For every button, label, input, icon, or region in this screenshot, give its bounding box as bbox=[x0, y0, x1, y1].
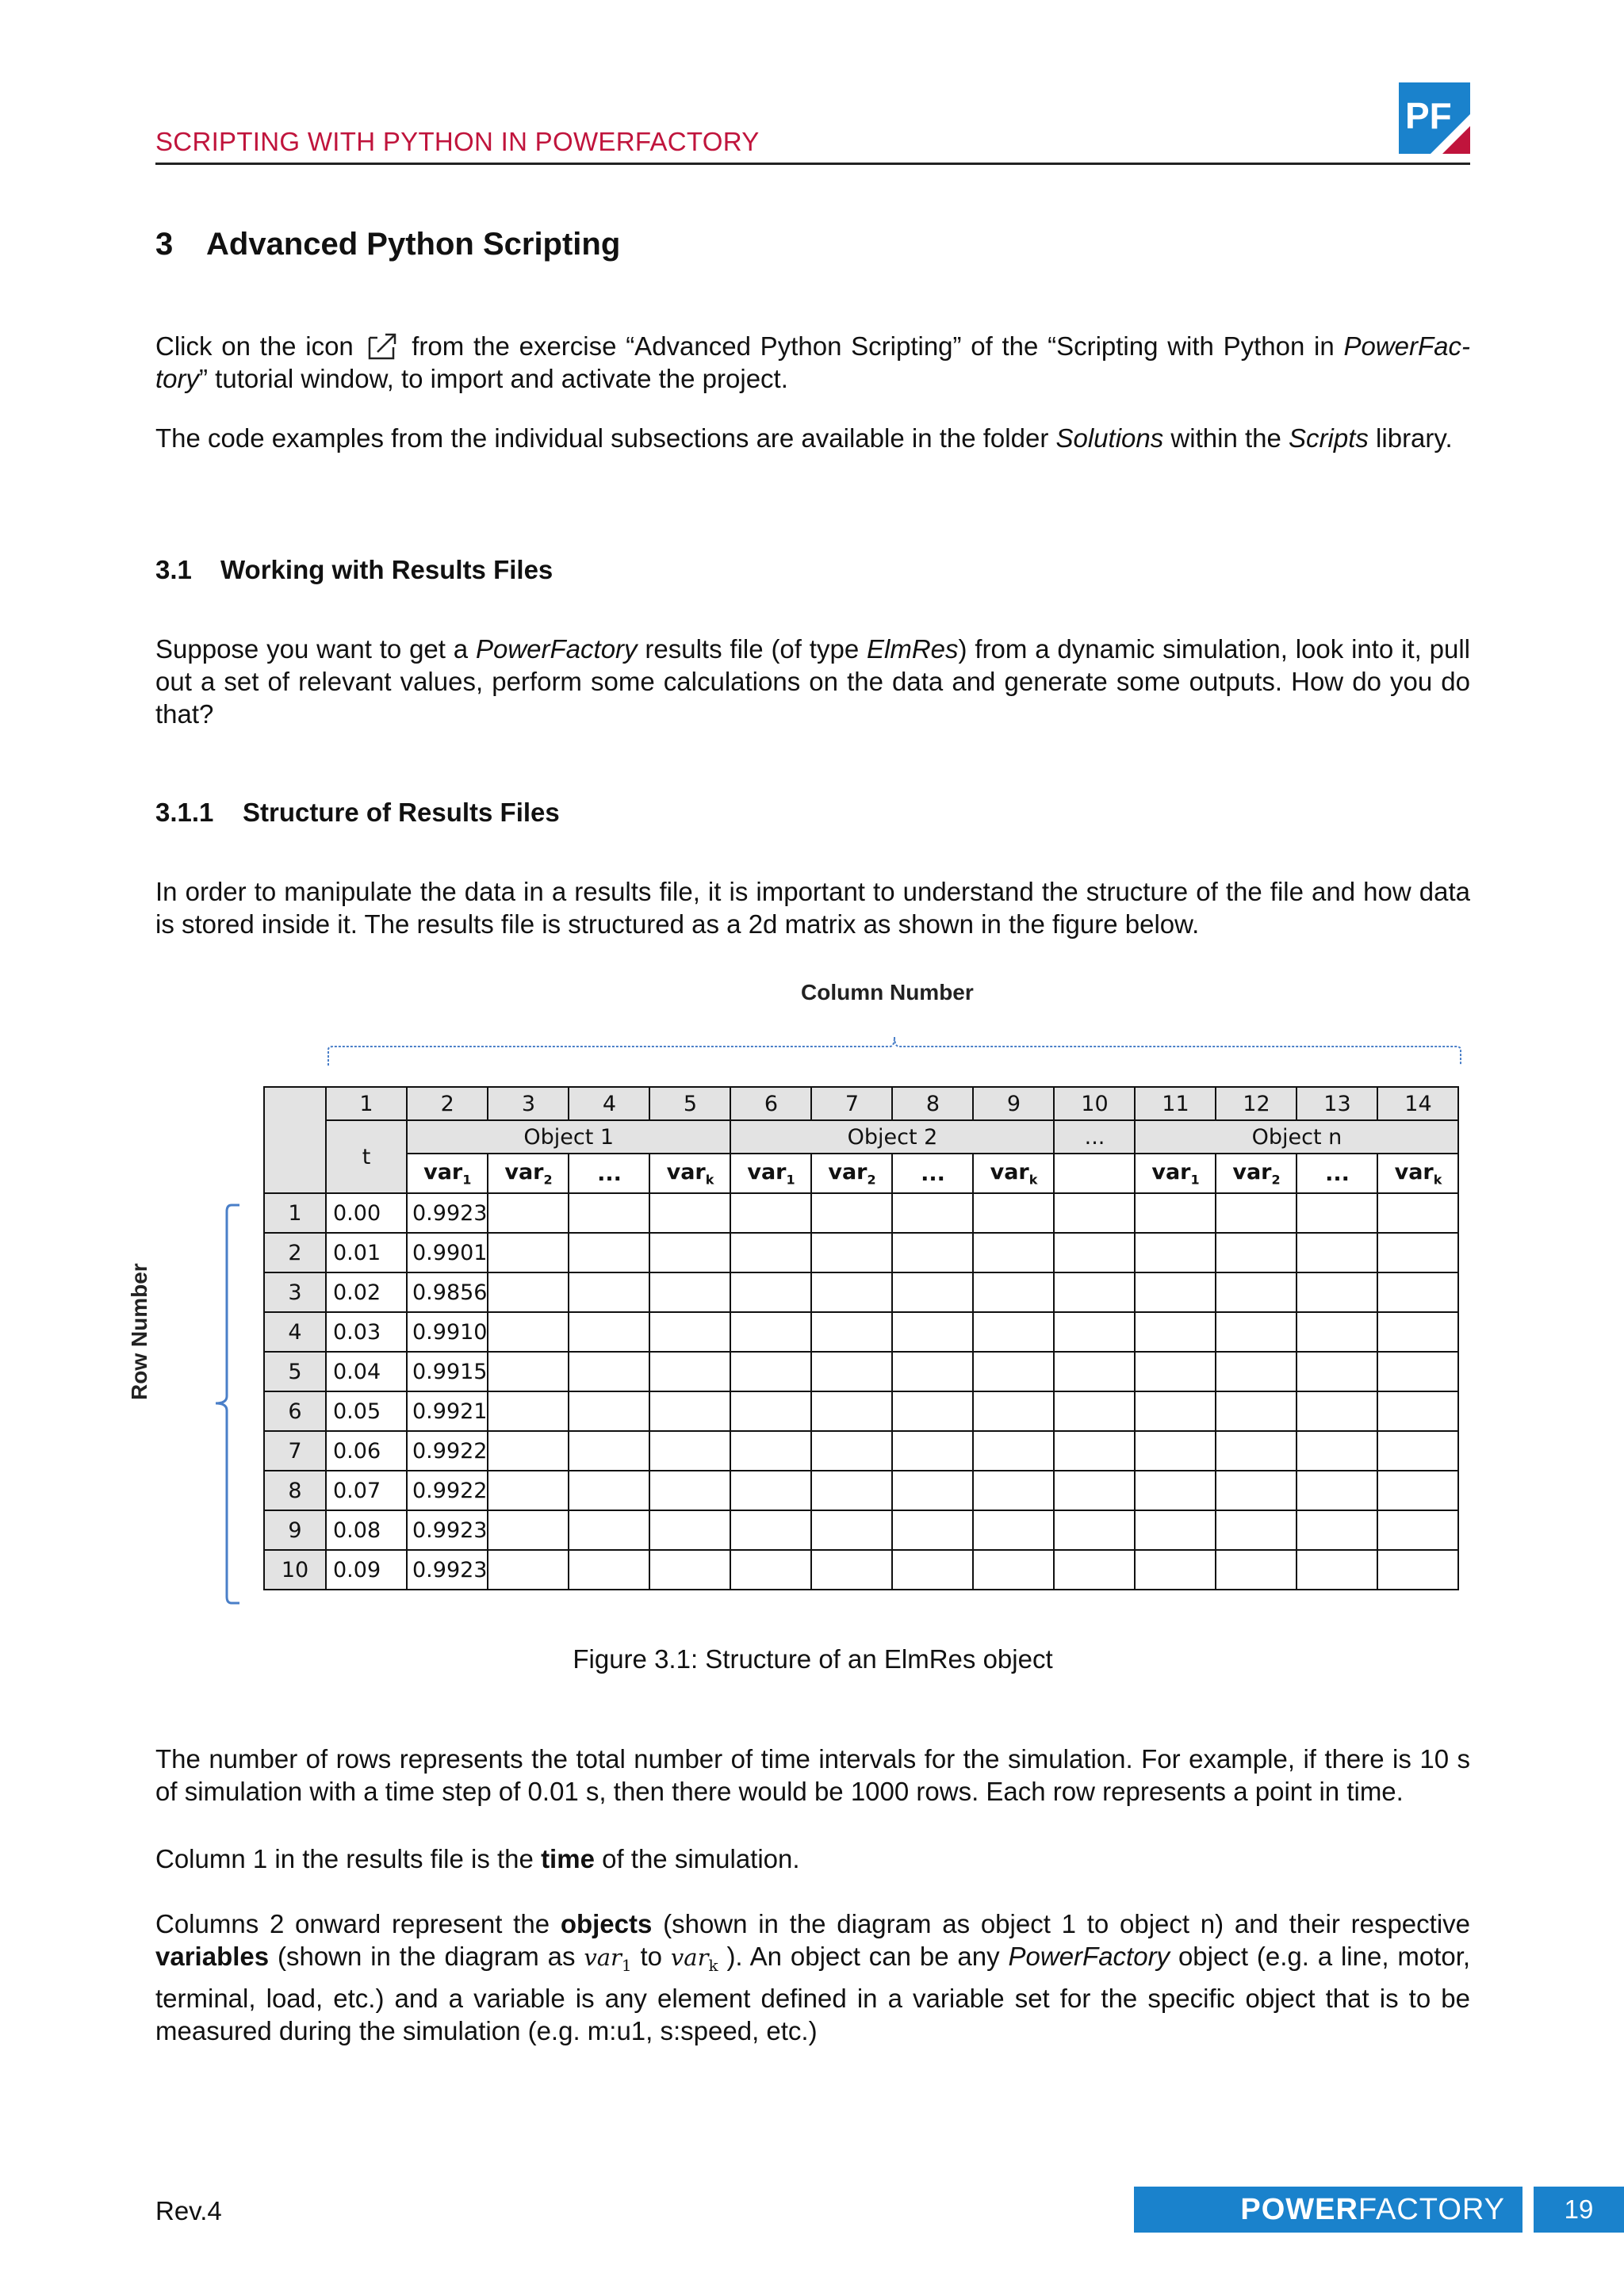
variable-header-row bbox=[264, 1154, 1458, 1193]
time-value-cell: 0.07 bbox=[326, 1471, 407, 1510]
table-row bbox=[264, 1352, 1458, 1391]
variable-header-cell: var$_1$ bbox=[407, 1154, 488, 1193]
empty-cell bbox=[1135, 1391, 1216, 1431]
row-number-cell: 2 bbox=[264, 1233, 326, 1272]
empty-cell bbox=[1135, 1550, 1216, 1590]
column-number-cell: 2 bbox=[407, 1087, 488, 1120]
empty-cell bbox=[649, 1233, 730, 1272]
text-run: results file (of type bbox=[645, 634, 860, 664]
time-value-cell: 0.03 bbox=[326, 1312, 407, 1352]
empty-cell bbox=[1054, 1233, 1135, 1272]
empty-cell bbox=[569, 1510, 649, 1550]
object-header-row bbox=[264, 1120, 1458, 1154]
table-row bbox=[264, 1272, 1458, 1312]
variable-header-cell: var$_k$ bbox=[649, 1154, 730, 1193]
empty-cell bbox=[730, 1233, 811, 1272]
empty-cell bbox=[892, 1391, 973, 1431]
empty-cell bbox=[569, 1431, 649, 1471]
section-number: 3 bbox=[155, 227, 174, 262]
empty-cell bbox=[892, 1471, 973, 1510]
variable-header-cell: var$_2$ bbox=[488, 1154, 569, 1193]
import-project-icon[interactable] bbox=[366, 331, 398, 360]
column-number-cell: 3 bbox=[488, 1087, 569, 1120]
empty-cell bbox=[569, 1471, 649, 1510]
subsubsection-number: 3.1.1 bbox=[155, 798, 214, 827]
empty-cell bbox=[1377, 1193, 1458, 1233]
empty-cell bbox=[488, 1391, 569, 1431]
empty-cell bbox=[1216, 1272, 1297, 1312]
column-number-cell: 7 bbox=[811, 1087, 892, 1120]
object-header-cell: Object 1 bbox=[407, 1120, 730, 1154]
empty-cell bbox=[973, 1312, 1054, 1352]
empty-cell bbox=[973, 1471, 1054, 1510]
empty-cell bbox=[1216, 1233, 1297, 1272]
text-run-bold: time bbox=[541, 1844, 595, 1873]
text-run-bold: variables bbox=[155, 1942, 270, 1971]
column-number-label: Column Number bbox=[801, 980, 974, 1004]
row-number-cell: 8 bbox=[264, 1471, 326, 1510]
text-run: Click on the icon bbox=[155, 331, 354, 361]
variable-value-cell: 0.9856 bbox=[407, 1272, 488, 1312]
text-run: ” tutorial window, to import and activate the project. bbox=[199, 364, 788, 393]
empty-cell bbox=[1377, 1312, 1458, 1352]
empty-cell bbox=[1135, 1471, 1216, 1510]
text-run: (shown in the diagram as bbox=[277, 1942, 576, 1971]
empty-cell bbox=[1216, 1510, 1297, 1550]
empty-cell bbox=[1216, 1391, 1297, 1431]
empty-cell bbox=[1135, 1233, 1216, 1272]
paragraph-column1 bbox=[155, 1843, 1470, 1875]
text-run-italic: PowerFactory bbox=[475, 634, 638, 664]
variable-value-cell: 0.9915 bbox=[407, 1352, 488, 1391]
empty-cell bbox=[1135, 1272, 1216, 1312]
text-run: from the exercise “Advanced Python Scripting” of the “Scripting with Python in bbox=[412, 331, 1335, 361]
empty-cell bbox=[1377, 1431, 1458, 1471]
variable-header-cell: var$_1$ bbox=[730, 1154, 811, 1193]
column-number-cell: 4 bbox=[569, 1087, 649, 1120]
empty-cell bbox=[1054, 1391, 1135, 1431]
variable-header-cell: var$_2$ bbox=[811, 1154, 892, 1193]
empty-cell bbox=[1054, 1272, 1135, 1312]
empty-cell bbox=[1297, 1233, 1377, 1272]
empty-cell bbox=[892, 1550, 973, 1590]
empty-cell bbox=[649, 1352, 730, 1391]
row-number-cell: 9 bbox=[264, 1510, 326, 1550]
table-row bbox=[264, 1233, 1458, 1272]
empty-cell bbox=[1216, 1550, 1297, 1590]
empty-cell bbox=[1054, 1312, 1135, 1352]
table-row bbox=[264, 1550, 1458, 1590]
empty-cell bbox=[811, 1391, 892, 1431]
pf-logo bbox=[1399, 82, 1470, 154]
empty-cell bbox=[1377, 1391, 1458, 1431]
subsubsection-title: Structure of Results Files bbox=[243, 798, 560, 827]
empty-cell bbox=[1054, 1352, 1135, 1391]
variable-value-cell: 0.9922 bbox=[407, 1471, 488, 1510]
column-number-cell: 13 bbox=[1297, 1087, 1377, 1120]
empty-cell bbox=[1377, 1352, 1458, 1391]
empty-cell bbox=[892, 1352, 973, 1391]
empty-cell bbox=[1054, 1431, 1135, 1471]
variable-header-cell: var$_k$ bbox=[1377, 1154, 1458, 1193]
object-header-cell: ... bbox=[1054, 1120, 1135, 1154]
text-run-italic: PowerFactory bbox=[1008, 1942, 1170, 1971]
corner-cell bbox=[264, 1087, 326, 1193]
section-heading bbox=[155, 227, 620, 262]
empty-cell bbox=[892, 1510, 973, 1550]
empty-cell bbox=[973, 1431, 1054, 1471]
paragraph-results-intro bbox=[155, 633, 1470, 730]
empty-cell bbox=[1216, 1312, 1297, 1352]
empty-cell bbox=[649, 1471, 730, 1510]
empty-cell bbox=[973, 1352, 1054, 1391]
empty-cell bbox=[973, 1233, 1054, 1272]
empty-cell bbox=[1216, 1431, 1297, 1471]
row-number-cell: 4 bbox=[264, 1312, 326, 1352]
time-value-cell: 0.08 bbox=[326, 1510, 407, 1550]
time-header-cell: t bbox=[326, 1120, 407, 1193]
empty-cell bbox=[1135, 1431, 1216, 1471]
variable-header-cell: var$_k$ bbox=[973, 1154, 1054, 1193]
row-number-cell: 1 bbox=[264, 1193, 326, 1233]
empty-cell bbox=[1297, 1431, 1377, 1471]
variable-value-cell: 0.9910 bbox=[407, 1312, 488, 1352]
column-number-row bbox=[264, 1087, 1458, 1120]
empty-cell bbox=[811, 1510, 892, 1550]
empty-cell bbox=[1216, 1193, 1297, 1233]
empty-cell bbox=[569, 1550, 649, 1590]
column-number-cell: 8 bbox=[892, 1087, 973, 1120]
empty-cell bbox=[973, 1391, 1054, 1431]
section-title: Advanced Python Scripting bbox=[206, 227, 621, 262]
empty-cell bbox=[730, 1510, 811, 1550]
empty-cell bbox=[649, 1431, 730, 1471]
variable-value-cell: 0.9923 bbox=[407, 1550, 488, 1590]
empty-cell bbox=[811, 1352, 892, 1391]
text-run-italic: PowerFac-tory bbox=[155, 331, 1471, 393]
text-run: within the bbox=[1170, 423, 1281, 453]
text-run: to bbox=[640, 1942, 663, 1971]
empty-cell bbox=[649, 1312, 730, 1352]
text-run: of the simulation. bbox=[602, 1844, 800, 1873]
logo-text: PF bbox=[1405, 95, 1452, 136]
empty-cell bbox=[892, 1193, 973, 1233]
revision-label: Rev.4 bbox=[155, 2196, 222, 2225]
empty-cell bbox=[811, 1312, 892, 1352]
time-value-cell: 0.09 bbox=[326, 1550, 407, 1590]
time-value-cell: 0.00 bbox=[326, 1193, 407, 1233]
footer-brand-bar bbox=[1134, 2187, 1522, 2233]
table-row bbox=[264, 1312, 1458, 1352]
variable-value-cell: 0.9901 bbox=[407, 1233, 488, 1272]
text-run-italic: ElmRes bbox=[867, 634, 959, 664]
table-row bbox=[264, 1391, 1458, 1431]
row-number-label: Row Number bbox=[127, 1263, 151, 1400]
row-number-cell: 6 bbox=[264, 1391, 326, 1431]
variable-header-cell: ... bbox=[1297, 1154, 1377, 1193]
empty-cell bbox=[1297, 1471, 1377, 1510]
empty-cell bbox=[569, 1272, 649, 1312]
empty-cell bbox=[488, 1431, 569, 1471]
empty-cell bbox=[1054, 1550, 1135, 1590]
empty-cell bbox=[1377, 1233, 1458, 1272]
variable-header-cell: ... bbox=[892, 1154, 973, 1193]
running-header: SCRIPTING WITH PYTHON IN POWERFACTORY bbox=[155, 127, 760, 156]
empty-cell bbox=[973, 1272, 1054, 1312]
figure-caption: Figure 3.1: Structure of an ElmRes object bbox=[573, 1644, 1053, 1674]
empty-cell bbox=[730, 1391, 811, 1431]
empty-cell bbox=[488, 1510, 569, 1550]
text-run: (shown in the diagram as object 1 to object n) and their respective bbox=[663, 1909, 1471, 1938]
empty-cell bbox=[1054, 1193, 1135, 1233]
empty-cell bbox=[1054, 1510, 1135, 1550]
column-number-cell: 11 bbox=[1135, 1087, 1216, 1120]
variable-header-cell: var$_2$ bbox=[1216, 1154, 1297, 1193]
text-run: The code examples from the individual subsections are available in the folder bbox=[155, 423, 1049, 453]
empty-cell bbox=[649, 1193, 730, 1233]
text-run: Columns 2 onward represent the bbox=[155, 1909, 550, 1938]
empty-cell bbox=[488, 1312, 569, 1352]
empty-cell bbox=[892, 1431, 973, 1471]
empty-cell bbox=[569, 1312, 649, 1352]
empty-cell bbox=[730, 1193, 811, 1233]
empty-cell bbox=[1377, 1510, 1458, 1550]
paragraph-columns-objects bbox=[155, 1908, 1470, 2047]
text-run-bold: objects bbox=[560, 1909, 653, 1938]
time-value-cell: 0.01 bbox=[326, 1233, 407, 1272]
empty-cell bbox=[1216, 1352, 1297, 1391]
text-run: object (e.g. a line, motor, terminal, load, etc.) and a variable is any element defined in a variable set for the specific object that is to be measured during the simulation (e.g. m:u1, s:speed, etc.) bbox=[155, 1942, 1471, 2045]
text-run-italic: Solutions bbox=[1055, 423, 1164, 453]
object-header-cell: Object 2 bbox=[730, 1120, 1054, 1154]
math-var1: var$_1$ bbox=[584, 1944, 632, 1975]
subsection-number: 3.1 bbox=[155, 555, 192, 584]
empty-cell bbox=[730, 1550, 811, 1590]
empty-cell bbox=[488, 1550, 569, 1590]
object-header-cell: Object n bbox=[1135, 1120, 1458, 1154]
empty-cell bbox=[730, 1471, 811, 1510]
page-number: 19 bbox=[1534, 2187, 1624, 2233]
variable-value-cell: 0.9921 bbox=[407, 1391, 488, 1431]
empty-cell bbox=[730, 1431, 811, 1471]
text-run: Suppose you want to get a bbox=[155, 634, 469, 664]
empty-cell bbox=[892, 1272, 973, 1312]
empty-cell bbox=[730, 1272, 811, 1312]
time-value-cell: 0.02 bbox=[326, 1272, 407, 1312]
intro-paragraph-2 bbox=[155, 422, 1470, 454]
empty-cell bbox=[1377, 1471, 1458, 1510]
results-matrix-table bbox=[263, 1086, 1459, 1590]
empty-cell bbox=[1297, 1272, 1377, 1312]
empty-cell bbox=[488, 1233, 569, 1272]
text-run: ) from a dynamic simulation, look into it, pull out a set of relevant values, perform some calculations on the data and generate some outputs. How do you do that? bbox=[155, 634, 1470, 729]
empty-cell bbox=[1377, 1272, 1458, 1312]
variable-value-cell: 0.9922 bbox=[407, 1431, 488, 1471]
empty-cell bbox=[1297, 1550, 1377, 1590]
empty-cell bbox=[973, 1550, 1054, 1590]
math-vark: var$_k$ bbox=[670, 1944, 718, 1975]
empty-cell bbox=[730, 1312, 811, 1352]
empty-cell bbox=[1297, 1352, 1377, 1391]
time-value-cell: 0.04 bbox=[326, 1352, 407, 1391]
empty-cell bbox=[973, 1193, 1054, 1233]
row-number-cell: 10 bbox=[264, 1550, 326, 1590]
brand-bold: POWER bbox=[1240, 2193, 1358, 2226]
variable-value-cell: 0.9923 bbox=[407, 1193, 488, 1233]
empty-cell bbox=[973, 1510, 1054, 1550]
variable-header-cell bbox=[1054, 1154, 1135, 1193]
empty-cell bbox=[1297, 1312, 1377, 1352]
column-number-cell: 6 bbox=[730, 1087, 811, 1120]
row-number-cell: 3 bbox=[264, 1272, 326, 1312]
empty-cell bbox=[649, 1510, 730, 1550]
empty-cell bbox=[649, 1272, 730, 1312]
table-row bbox=[264, 1193, 1458, 1233]
empty-cell bbox=[892, 1233, 973, 1272]
table-row bbox=[264, 1510, 1458, 1550]
empty-cell bbox=[488, 1193, 569, 1233]
empty-cell bbox=[811, 1550, 892, 1590]
empty-cell bbox=[488, 1352, 569, 1391]
empty-cell bbox=[811, 1233, 892, 1272]
empty-cell bbox=[730, 1352, 811, 1391]
text-run: ). An object can be any bbox=[726, 1942, 1000, 1971]
empty-cell bbox=[811, 1471, 892, 1510]
column-number-cell: 5 bbox=[649, 1087, 730, 1120]
empty-cell bbox=[649, 1550, 730, 1590]
empty-cell bbox=[1297, 1391, 1377, 1431]
time-value-cell: 0.06 bbox=[326, 1431, 407, 1471]
variable-header-cell: ... bbox=[569, 1154, 649, 1193]
subsubsection-heading bbox=[155, 798, 560, 828]
header-rule bbox=[155, 163, 1470, 165]
empty-cell bbox=[488, 1471, 569, 1510]
empty-cell bbox=[892, 1312, 973, 1352]
subsection-heading bbox=[155, 555, 553, 585]
empty-cell bbox=[569, 1233, 649, 1272]
row-brace bbox=[208, 1202, 255, 1606]
intro-paragraph-1 bbox=[155, 330, 1470, 395]
column-number-cell: 9 bbox=[973, 1087, 1054, 1120]
column-number-cell: 12 bbox=[1216, 1087, 1297, 1120]
empty-cell bbox=[1135, 1193, 1216, 1233]
table-row bbox=[264, 1471, 1458, 1510]
empty-cell bbox=[569, 1391, 649, 1431]
empty-cell bbox=[1216, 1471, 1297, 1510]
empty-cell bbox=[649, 1391, 730, 1431]
variable-header-cell: var$_1$ bbox=[1135, 1154, 1216, 1193]
table-row bbox=[264, 1431, 1458, 1471]
time-value-cell: 0.05 bbox=[326, 1391, 407, 1431]
column-brace bbox=[325, 1018, 1464, 1073]
empty-cell bbox=[1377, 1550, 1458, 1590]
empty-cell bbox=[1135, 1312, 1216, 1352]
empty-cell bbox=[569, 1193, 649, 1233]
column-number-cell: 1 bbox=[326, 1087, 407, 1120]
empty-cell bbox=[1135, 1352, 1216, 1391]
column-number-cell: 10 bbox=[1054, 1087, 1135, 1120]
empty-cell bbox=[569, 1352, 649, 1391]
paragraph-structure: In order to manipulate the data in a results file, it is important to understand the structure of the file and how data is stored inside it. The results file is structured as a 2d matrix as shown in the figure below. bbox=[155, 877, 1470, 939]
empty-cell bbox=[1135, 1510, 1216, 1550]
subsection-title: Working with Results Files bbox=[220, 555, 553, 584]
brand-rest: FACTORY bbox=[1358, 2193, 1505, 2226]
row-number-cell: 5 bbox=[264, 1352, 326, 1391]
variable-value-cell: 0.9923 bbox=[407, 1510, 488, 1550]
empty-cell bbox=[488, 1272, 569, 1312]
text-run-italic: Scripts bbox=[1289, 423, 1369, 453]
column-number-cell: 14 bbox=[1377, 1087, 1458, 1120]
empty-cell bbox=[1297, 1510, 1377, 1550]
empty-cell bbox=[811, 1193, 892, 1233]
text-run: Column 1 in the results file is the bbox=[155, 1844, 534, 1873]
text-run: library. bbox=[1376, 423, 1453, 453]
row-number-cell: 7 bbox=[264, 1431, 326, 1471]
paragraph-rows: The number of rows represents the total number of time intervals for the simulation. For example, if there is 10 s of simulation with a time step of 0.01 s, then there would be 1000 rows. Each row represents a point in time. bbox=[155, 1744, 1470, 1806]
empty-cell bbox=[811, 1272, 892, 1312]
empty-cell bbox=[1054, 1471, 1135, 1510]
empty-cell bbox=[811, 1431, 892, 1471]
empty-cell bbox=[1297, 1193, 1377, 1233]
